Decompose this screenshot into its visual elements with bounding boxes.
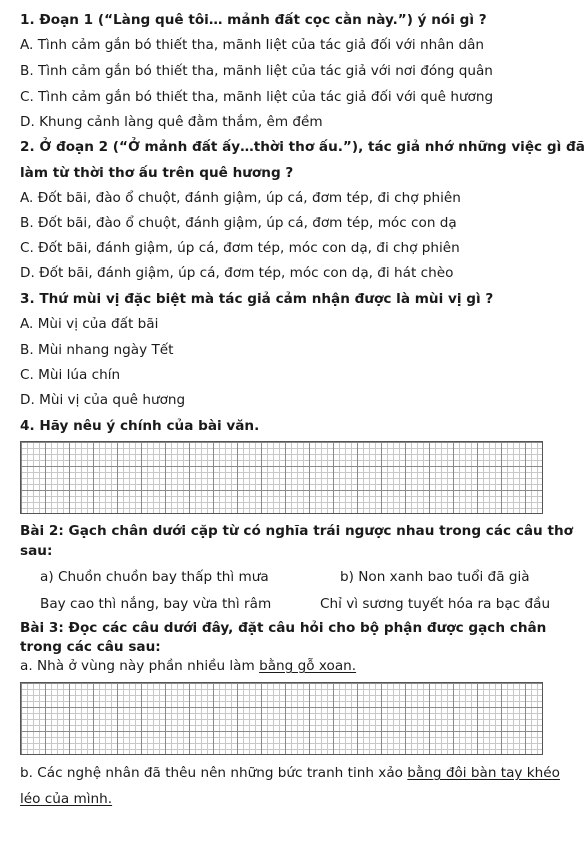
question-3-option-d: D. Mùi vị của quê hương (20, 392, 186, 408)
exercise-2-title-line-2: sau: (20, 543, 53, 559)
question-3-title: 3. Thứ mùi vị đặc biệt mà tác giả cảm nhận được là mùi vị gì ? (20, 291, 494, 307)
question-4-title: 4. Hãy nêu ý chính của bài văn. (20, 418, 260, 434)
exercise-3-title-line-1: Bài 3: Đọc các câu dưới đây, đặt câu hỏi cho bộ phận được gạch chân (20, 620, 547, 636)
exercise-3-title-line-2: trong các câu sau: (20, 639, 161, 655)
sentence-b-underlined-2: léo của mình. (20, 791, 113, 807)
question-2-option-a: A. Đốt bãi, đào ổ chuột, đánh giậm, úp cá, đơm tép, đi chợ phiên (20, 190, 461, 206)
answer-grid-question-4[interactable] (20, 441, 543, 514)
question-1-option-d: D. Khung cảnh làng quê đằm thắm, êm đềm (20, 114, 323, 130)
sentence-b-underlined-1: bằng đôi bàn tay khéo (407, 765, 560, 781)
question-3-option-c: C. Mùi lúa chín (20, 367, 121, 383)
question-2-title-line-2: làm từ thời thơ ấu trên quê hương ? (20, 165, 294, 181)
question-1-option-b: B. Tình cảm gắn bó thiết tha, mãnh liệt của tác giả với nơi đóng quân (20, 63, 493, 79)
question-2-title-line-1: 2. Ở đoạn 2 (“Ở mảnh đất ấy…thời thơ ấu.”), tác giả nhớ những việc gì đã (20, 139, 585, 155)
exercise-2-title-line-1: Bài 2: Gạch chân dưới cặp từ có nghĩa trái ngược nhau trong các câu thơ (20, 523, 573, 539)
sentence-a-underlined: bằng gỗ xoan. (259, 658, 357, 674)
question-2-option-d: D. Đốt bãi, đánh giậm, úp cá, đơm tép, móc con dạ, đi hát chèo (20, 265, 454, 281)
poem-a-line-2: Bay cao thì nắng, bay vừa thì râm (40, 596, 272, 612)
exercise-3-sentence-a (20, 657, 356, 675)
question-3-option-a: A. Mùi vị của đất bãi (20, 316, 159, 332)
question-2-option-b: B. Đốt bãi, đào ổ chuột, đánh giậm, úp cá, đơm tép, móc con dạ (20, 215, 457, 231)
question-1-option-a: A. Tình cảm gắn bó thiết tha, mãnh liệt của tác giả đối với nhân dân (20, 37, 485, 53)
sentence-a-text: a. Nhà ở vùng này phần nhiều làm (20, 658, 260, 674)
question-2-option-c: C. Đốt bãi, đánh giậm, úp cá, đơm tép, móc con dạ, đi chợ phiên (20, 240, 460, 256)
poem-b-line-1: b) Non xanh bao tuổi đã già (340, 569, 530, 585)
poem-b-line-2: Chỉ vì sương tuyết hóa ra bạc đầu (320, 596, 551, 612)
question-3-option-b: B. Mùi nhang ngày Tết (20, 342, 174, 358)
sentence-b-text: b. Các nghệ nhân đã thêu nên những bức tranh tinh xảo (20, 765, 408, 781)
poem-a-line-1: a) Chuồn chuồn bay thấp thì mưa (40, 569, 269, 585)
question-1-option-c: C. Tình cảm gắn bó thiết tha, mãnh liệt của tác giả đối với quê hương (20, 89, 494, 105)
exercise-3-sentence-b-line-1 (20, 764, 560, 782)
answer-grid-exercise-3[interactable] (20, 682, 543, 755)
question-1-title: 1. Đoạn 1 (“Làng quê tôi… mảnh đất cọc cằn này.”) ý nói gì ? (20, 12, 487, 28)
